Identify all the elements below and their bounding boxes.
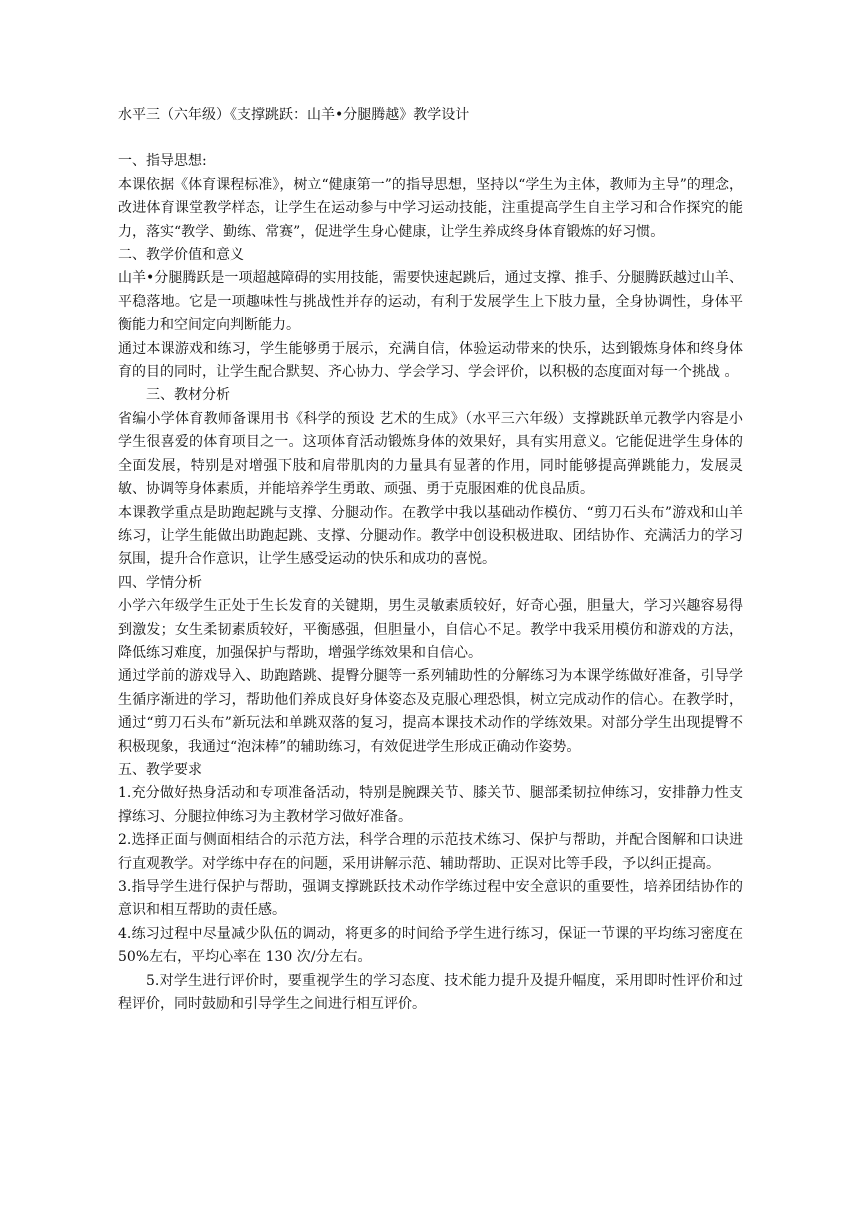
section-paragraph: 省编小学体育教师备课用书《科学的预设 艺术的生成》（水平三六年级）支撑跳跃单元教学内容是小学生很喜爱的体育项目之一。这项体育活动锻炼身体的效果好，具有实用意义。它能促进学生身体的全面发展，特别是对增强下肢和肩带肌肉的力量具有显著的作用，同时能够提高弹跳能力，发展灵敏、协调等身体素质，并能培养学生勇敢、顽强、勇于克服困难的优良品质。 — [118, 410, 743, 498]
requirement-item: 3.指导学生进行保护与帮助，强调支撑跳跃技术动作学练过程中安全意识的重要性，培养团结协作的意识和相互帮助的责任感。 — [118, 879, 743, 919]
document-page — [118, 104, 743, 1016]
section-paragraph: 通过学前的游戏导入、助跑踏跳、提臀分腿等一系列辅助性的分解练习为本课学练做好准备，引导学生循序渐进的学习，帮助他们养成良好身体姿态及克服心理恐惧，树立完成动作的信心。在教学时，通过“剪刀石头布”新玩法和单跳双落的复习，提高本课技术动作的学练效果。对部分学生出现提臀不积极现象，我通过“泡沫棒”的辅助练习，有效促进学生形成正确动作姿势。 — [118, 668, 743, 755]
requirement-item: 2.选择正面与侧面相结合的示范方法，科学合理的示范技术练习、保护与帮助，并配合图解和口诀进行直观教学。对学练中存在的问题，采用讲解示范、辅助帮助、正误对比等手段，予以纠正提高。 — [118, 832, 743, 872]
section-heading: 三、教材分析 — [146, 387, 230, 404]
section-paragraph: 山羊•分腿腾跃是一项超越障碍的实用技能，需要快速起跳后，通过支撑、推手、分腿腾跃越过山羊、平稳落地。它是一项趣味性与挑战性并存的运动，有利于发展学生上下肢力量，全身协调性，身体平衡能力和空间定向判断能力。 — [118, 270, 743, 334]
section-heading: 一、指导思想: — [118, 153, 207, 170]
requirement-item: 1.充分做好热身活动和专项准备活动，特别是腕踝关节、膝关节、腿部柔韧拉伸练习，安排静力性支撑练习、分腿拉伸练习为主教材学习做好准备。 — [118, 785, 743, 825]
requirement-item: 4.练习过程中尽量减少队伍的调动，将更多的时间给予学生进行练习，保证一节课的平均练习密度在 50%左右，平均心率在 130 次/分左右。 — [118, 925, 743, 966]
document-title: 水平三（六年级）《支撑跳跃：山羊•分腿腾越》教学设计 — [118, 107, 470, 123]
section-paragraph: 本课依据《体育课程标准》，树立“健康第一”的指导思想，坚持以“学生为主体，教师为主导”的理念，改进体育课堂教学样态，让学生在运动参与中学习运动技能，注重提高学生自主学习和合作探究的能力，落实“教学、勤练、常赛”，促进学生身心健康，让学生养成终身体育锻炼的好习惯。 — [118, 176, 743, 240]
section-heading: 五、教学要求 — [118, 761, 202, 778]
requirement-item: 5.对学生进行评价时，要重视学生的学习态度、技术能力提升及提升幅度，采用即时性评价和过程评价，同时鼓励和引导学生之间进行相互评价。 — [118, 972, 743, 1013]
section-heading: 二、教学价值和意义 — [118, 247, 244, 264]
section-material-analysis — [118, 384, 743, 571]
section-teaching-value — [118, 244, 743, 384]
section-heading: 四、学情分析 — [118, 574, 202, 591]
section-teaching-requirements — [118, 759, 743, 1016]
section-paragraph: 通过本课游戏和练习，学生能够勇于展示，充满自信，体验运动带来的快乐，达到锻炼身体和终身体育的目的同时，让学生配合默契、齐心协力、学会学习、学会评价，以积极的态度面对每一个挑战 。 — [118, 340, 743, 381]
section-paragraph: 本课教学重点是助跑起跳与支撑、分腿动作。在教学中我以基础动作模仿、“剪刀石头布”游戏和山羊练习，让学生能做出助跑起跳、支撑、分腿动作。教学中创设积极进取、团结协作、充满活力的学习氛围，提升合作意识，让学生感受运动的快乐和成功的喜悦。 — [118, 504, 743, 568]
section-paragraph: 小学六年级学生正处于生长发育的关键期，男生灵敏素质较好，好奇心强，胆量大，学习兴趣容易得到激发；女生柔韧素质较好，平衡感强，但胆量小，自信心不足。教学中我采用模仿和游戏的方法，降低练习难度，加强保护与帮助，增强学练效果和自信心。 — [118, 598, 743, 661]
section-student-analysis — [118, 572, 743, 759]
section-guiding-thought — [118, 150, 743, 244]
